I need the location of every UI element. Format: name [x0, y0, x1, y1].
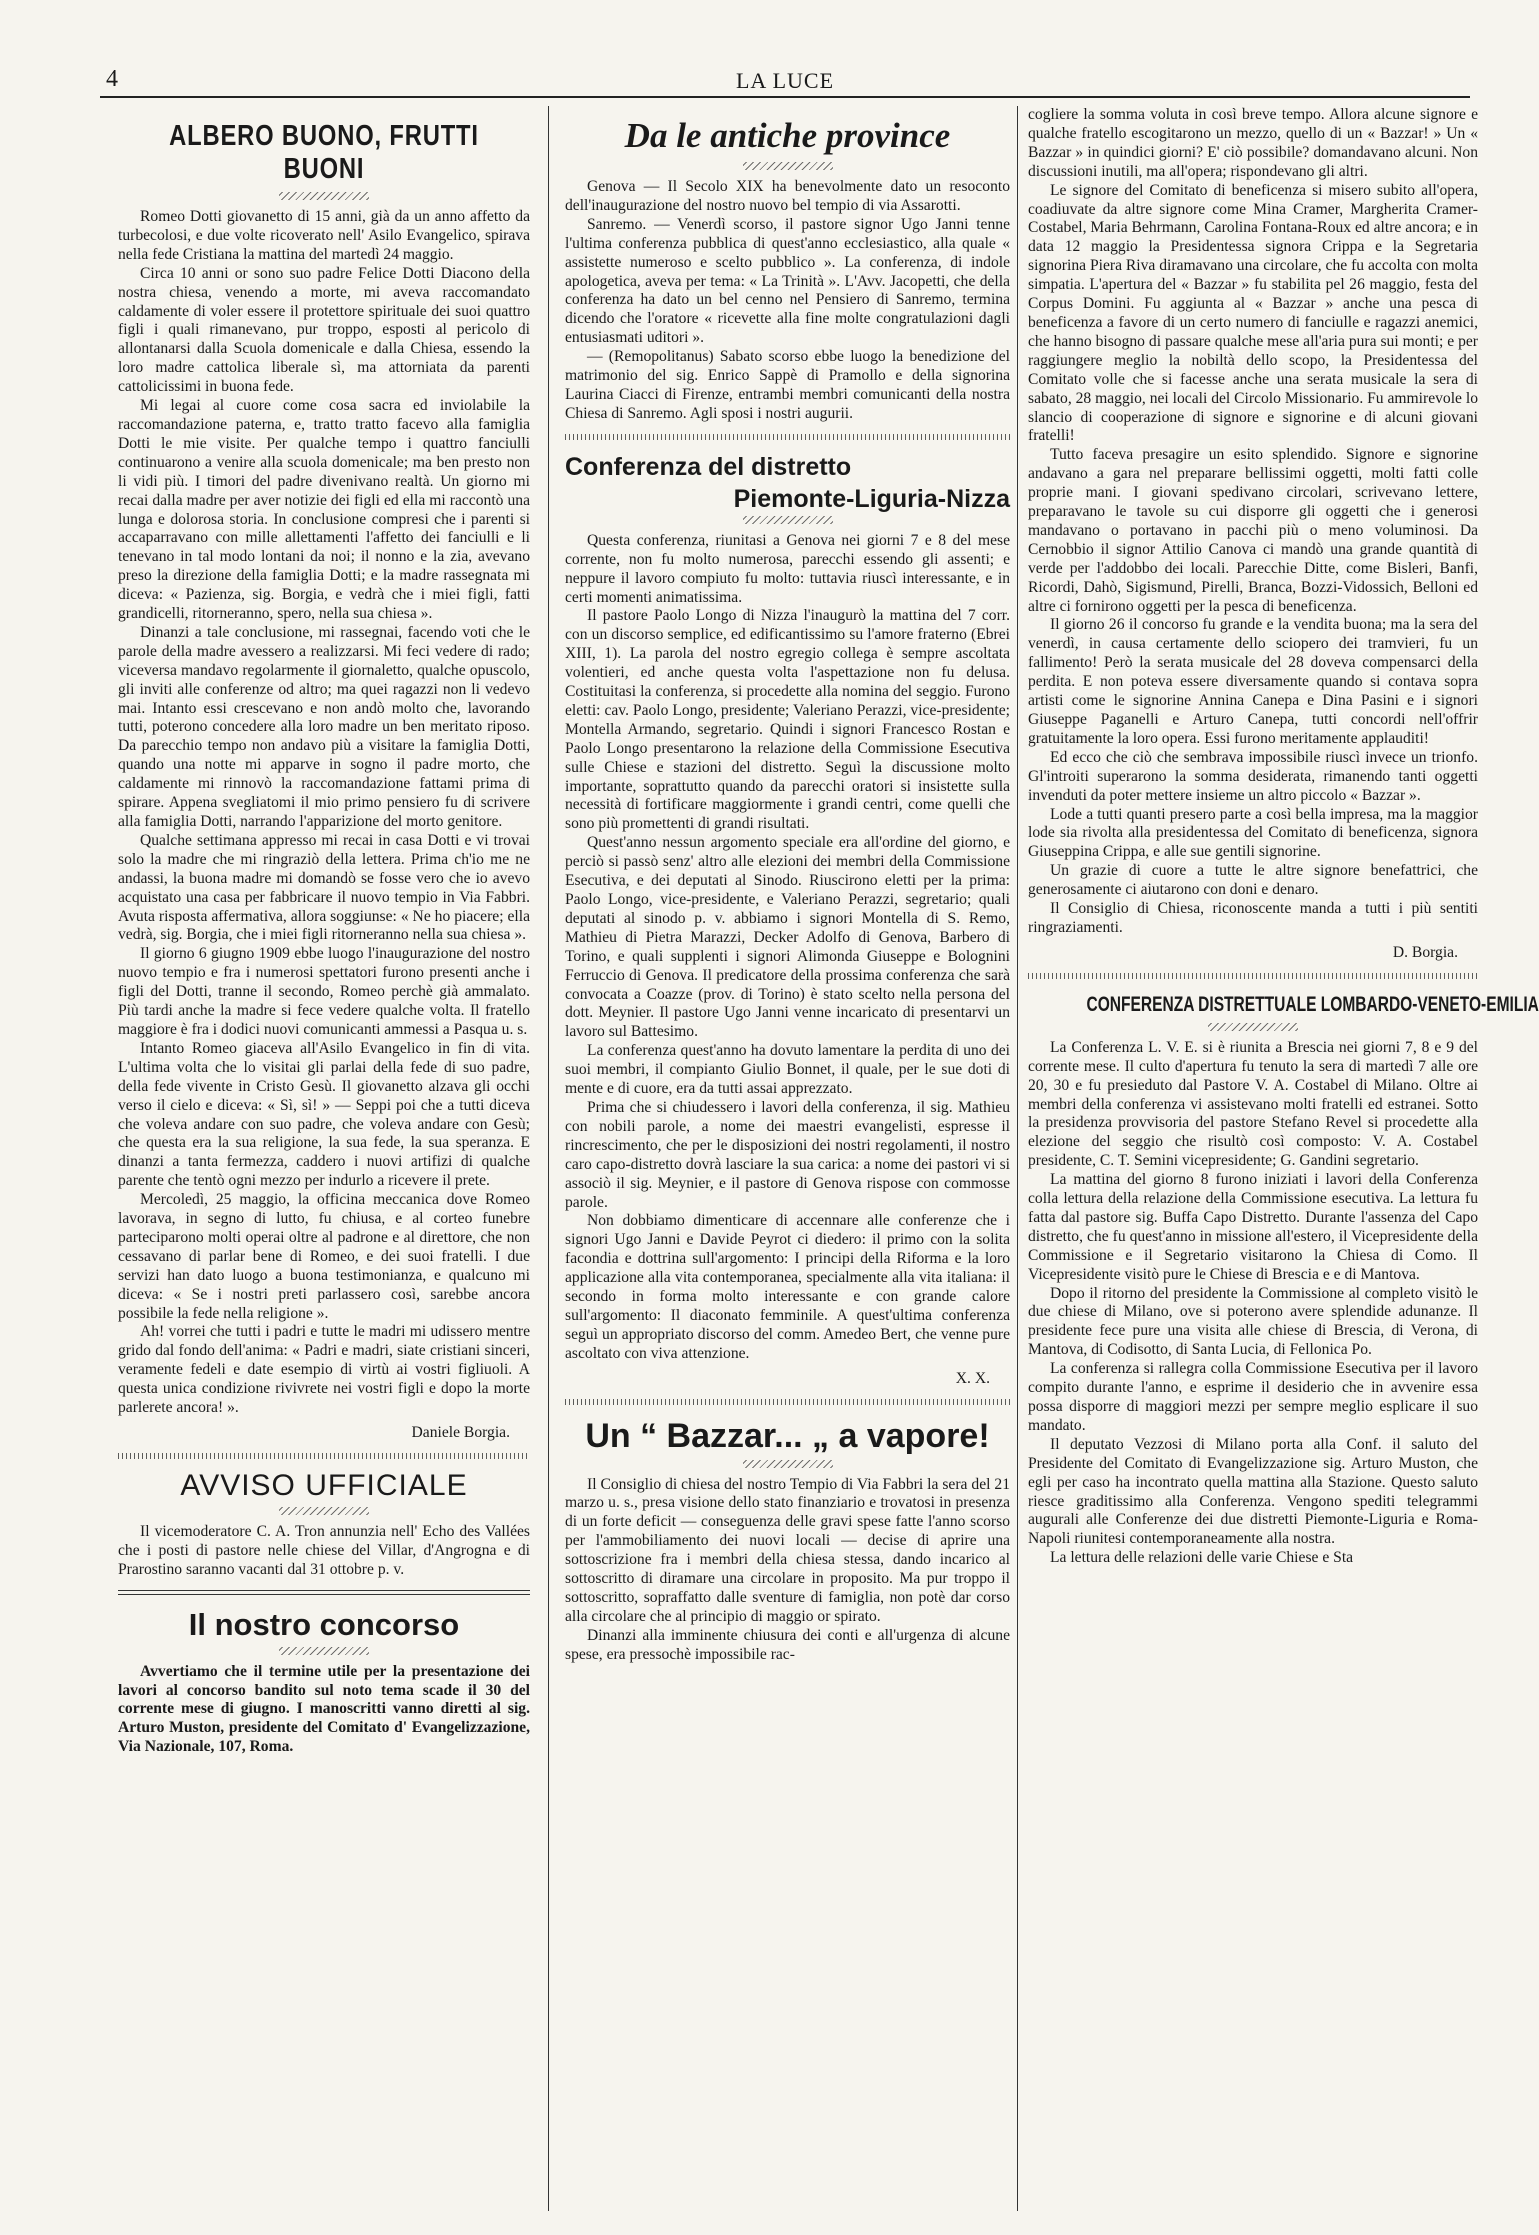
paragraph: Qualche settimana appresso mi recai in casa Dotti e vi trovai solo la madre che mi ringraziò della lettera. Prima ch'io me ne andassi, la buona madre mi domandò se fosse vero che io avevo acquistato una casa per fabbricare il nuovo tempio in Via Fabbri. Avuta risposta affermativa, allora soggiunse: « Ne ho piacere; ella vedrà, sig. Borgia, che i miei figli ritorneranno nella sua chiesa ».	[118, 831, 530, 944]
divider	[565, 1399, 1010, 1405]
signature: Daniele Borgia.	[411, 1424, 510, 1441]
paragraph: Il Consiglio di Chiesa, riconoscente manda a tutti i più sentiti ringraziamenti.	[1028, 900, 1478, 936]
article-title-concorso: Il nostro concorso	[188, 1606, 460, 1642]
paragraph: Sanremo. — Venerdì scorso, il pastore signor Ugo Janni tenne l'ultima conferenza pubblica di quest'anno ecclesiastico, alla quale « assistette numeroso e scelto pubblico ». La conferenza, di indole apologetica, aveva per tema: « La Trinità ». L'Avv. Jacopetti, che della conferenza ha dato un bel cenno nel Pensiero di Sanremo, termina dicendo che l'oratore « ricevette alla fine molte congratulazioni dagli entusiasmati uditori ».	[565, 215, 1010, 347]
paragraph: Il vicemoderatore C. A. Tron annunzia nell' Echo des Vallées che i posti di pastore nelle chiese del Villar, d'Angrogna e di Prarostino saranno vacanti dal 31 ottobre p. v.	[118, 1522, 530, 1578]
paragraph: Quest'anno nessun argomento speciale era all'ordine del giorno, e perciò si passò senz' altro alle elezioni dei membri della Commissione Esecutiva, e dei deputati al Sinodo. Riuscirono eletti per la prima: Paolo Longo, vice-presidente, e Valeriano Perazzi, segretario; quali deputati al sinodo p. v. abbiamo i signori Montella di S. Remo, Mathieu di Pietra Marazzi, Decker Adolfo di Genova, Barbero di Torino, e quali supplenti i signori Alimonda Giuseppe e Bolognini Ferruccio di Genova. Il predicatore della prossima conferenza che sarà convocata a Coazze (prov. di Torino) è stato scelto nella persona del dott. Meynier. Il pastore Ugo Janni venne incaricato di presentarvi un lavoro sul Battesimo.	[565, 834, 1010, 1041]
paragraph: La conferenza si rallegra colla Commissione Esecutiva per il lavoro compito durante l'anno, e esprime il desiderio che in avvenire essa possa disporre di maggiori mezzi per sempre meglio esplicare il suo mandato.	[1028, 1360, 1478, 1434]
paragraph: Non dobbiamo dimenticare di accennare alle conferenze che i signori Ugo Janni e Davide Peyrot ci diedero: il primo con la solita facondia e dottrina sull'argomento: I principi della Riforma e la loro applicazione alla vita contemporanea, specialmente alla vita italiana: il secondo in forma molto interessante e con grande calore sull'argomento: Il diaconato femminile. A quest'ultima conferenza seguì un appropriato discorso del comm. Amedeo Bert, che venne pure ascoltato con viva attenzione.	[565, 1212, 1010, 1362]
column-3	[1028, 106, 1539, 2216]
paragraph: Ed ecco che ciò che sembrava impossibile riuscì invece un trionfo. Gl'introiti superarono la somma desiderata, rimanendo tanti oggetti invenduti da poter mettere insieme un altro piccolo « Bazzar ».	[1028, 748, 1478, 804]
article-title-avviso: AVVISO UFFICIALE	[180, 1468, 468, 1502]
paragraph: Prima che si chiudessero i lavori della conferenza, il sig. Mathieu con nobili parole, a nome dei maestri evangelisti, espresse il rincrescimento, che per le disposizioni dei nostri regolamenti, il nostro caro capo-distretto dovrà lasciare la sua carica: a nome dei pastori vi si associò il sig. Meynier, e il pastore di Genova rispose con commosse parole.	[565, 1098, 1010, 1211]
article-title-province: Da le antiche province	[624, 116, 951, 155]
ornament	[279, 1507, 369, 1515]
article-title-albero: ALBERO BUONO, FRUTTI BUONI	[169, 120, 479, 185]
paragraph: Lode a tutti quanti presero parte a così bella impresa, ma la maggior lode sia rivolta alla presidentessa del Comitato di beneficenza, signora Giuseppina Crippa, e alle sue gentili signorine.	[1028, 805, 1478, 861]
paragraph: cogliere la somma voluta in così breve tempo. Allora alcune signore e qualche fratello escogitarono un mezzo, quello di un « Bazzar! » Un « Bazzar » in quindici giorni? E' ciò possibile? domandavano alcuni. Non discussioni inutili, ma all'opera; rispondevano gli altri.	[1028, 106, 1478, 180]
paragraph: Romeo Dotti giovanetto di 15 anni, già da un anno affetto da turbecolosi, e due volte ricoverato nell' Asilo Evangelico, spirava nella fede Cristiana la mattina del martedì 24 maggio.	[118, 208, 530, 263]
article-title-lombardo: CONFERENZA DISTRETTUALE LOMBARDO-VENETO-EMILIA	[1086, 992, 1539, 1016]
ornament	[279, 1647, 369, 1655]
paragraph: Dopo il ritorno del presidente la Commissione al completo visitò le due chiese di Milano, ove si poterono avere splendide adunanze. Il presidente fece pure una visita alle chiese di Brescia, di Verona, di Mantova, di Codisotto, di Santa Lucia, di Fellonica Po.	[1028, 1284, 1478, 1359]
paragraph: Tutto faceva presagire un esito splendido. Signore e signorine andavano a gara nel preparare bellissimi oggetti, molti fatti colle proprie mani. I giovani spedivano circolari, scrivevano lettere, preparavano le tavole su cui disporre gli oggetti che i generosi mandavano o portavano in pacchi più o meno voluminosi. Da Cernobbio il signor Attilio Canova ci mandò una grande quantità di verde per l'addobbo dei locali. Parecchie Ditte, come Bisleri, Banfi, Ricordi, Dahò, Sigismund, Pirelli, Branca, Bozzi-Vidossich, Belloni ed altre ci fornirono oggetti per la pesca di beneficenza.	[1028, 446, 1478, 615]
paragraph: Circa 10 anni or sono suo padre Felice Dotti Diacono della nostra chiesa, venendo a morte, mi aveva raccomandato caldamente di voler essere il protettore spirituale dei suoi quattro figli i quali rimanevano, pur troppo, esposti al pericolo di allontanarsi dalla Scuola domenicale e dalla Chiesa, essendo la loro madre cattolica liberale sì, ma attorniata da parenti cattolicissimi in buona fede.	[118, 264, 530, 396]
paragraph: Ah! vorrei che tutti i padri e tutte le madri mi udissero mentre grido dal fondo dell'anima: « Padri e madri, siate cristiani sinceri, veramente fedeli e date esempio di virtù ai vostri figliuoli. A questa unica condizione rivivrete nei vostri figli e dopo la morte parlerete ancora! ».	[118, 1323, 530, 1417]
paragraph: Un grazie di cuore a tutte le altre signore benefattrici, che generosamente ci aiutarono con doni e denaro.	[1028, 862, 1478, 899]
paragraph: Il deputato Vezzosi di Milano porta alla Conf. il saluto del Presidente del Comitato di Evangelizzazione sig. Arturo Muston, che egli per caso ha incontrato quella mattina alla Stazione. Questo saluto riesce graditissimo alla Conferenza. Vengono spediti telegrammi augurali alle Conferenze dei due distretti Piemonte-Liguria e Roma-Napoli riunitesi contemporaneamente alla nostra.	[1028, 1435, 1478, 1548]
paragraph: La lettura delle relazioni delle varie Chiese e Sta	[1050, 1549, 1354, 1567]
paragraph: La Conferenza L. V. E. si è riunita a Brescia nei giorni 7, 8 e 9 del corrente mese. Il culto d'apertura fu tenuto la sera di martedì 7 alle ore 20, 30 e fu presieduto dal Pastore V. A. Costabel di Milano. Oltre ai membri della conferenza vi assistevano molti fratelli ed estranei. Sotto la presidenza provvisoria del pastore Stefano Revel si procedette alla elezione del seggio che risultò così composto: V. A. Costabel presidente, C. T. Semini vicepresidente; G. Gandini segretario.	[1028, 1038, 1478, 1170]
paragraph: Genova — Il Secolo XIX ha benevolmente dato un resoconto dell'inaugurazione del nostro nuovo bel tempio di via Assarotti.	[565, 178, 1010, 214]
paragraph: Le signore del Comitato di beneficenza si misero subito all'opera, coadiuvate da altre signore come Mina Cramer, Margherita Cramer-Costabel, Maria Behrmann, Carolina Fontana-Roux ed altre ancora; e in data 12 maggio la Presidentessa signora Crippa e la Segretaria signorina Piera Riva diramavano una circolare, che fu accolta con molta simpatia. L'apertura del « Bazzar » fu stabilita pel 26 maggio, festa del Corpus Domini. Fu aggiunta al « Bazzar » anche una pesca di beneficenza a favore di un certo numero di fanciulle e ragazzi anemici, che hanno bisogno di passare qualche mese all'aria pura sui monti; e per raggiungere meglio la nobiltà dello scopo, la Presidentessa del Comitato volle che si facesse anche una serata musicale la sera di sabato, 28 maggio, nei locali del Circolo Missionario. Fu ammirevole lo slancio di cooperazione di signore e signorine e di alcuni giovani fratelli!	[1028, 181, 1478, 445]
page-header	[100, 66, 1470, 98]
ornament	[1208, 1023, 1298, 1031]
divider	[1028, 973, 1478, 979]
page-number: 4	[106, 66, 118, 92]
ornament	[279, 192, 369, 200]
article-body-albero	[118, 208, 530, 1418]
column-2	[565, 106, 1010, 2216]
article-title-conferenza-line2: Piemonte-Liguria-Nizza	[733, 484, 1010, 513]
divider	[565, 434, 1010, 440]
paragraph: La mattina del giorno 8 furono iniziati i lavori della Conferenza colla lettura della relazione della Commissione esecutiva. La lettura fu fatta dal pastore sig. Buffa Capo Distretto. Durante l'assenza del Capo distretto, che fu quest'anno in missione all'estero, il Vicepresidente della Commissione e il Segretario visitarono la Chiesa di Como. Il Vicepresidente visitò pure le Chiese di Brescia e e di Mantova.	[1028, 1171, 1478, 1283]
ornament	[743, 1460, 833, 1468]
ornament	[743, 162, 833, 170]
paragraph: Dinanzi a tale conclusione, mi rassegnai, facendo voti che le parole della madre avessero a realizzarsi. Mi feci vedere di rado; viceversa mandavo regolarmente il giornaletto, qualche opuscolo, gli inviti alle conferenze od altro; ma quei ragazzi non li vedevo mai. Intanto essi crescevano e non andò molto che, lavorando tutti, poterono concedere alla loro madre un ben meritato riposo. Da parecchio tempo non andavo più a visitare la famiglia Dotti, quando una notte mi apparve in sogno il padre morto, che caldamente mi rinnovò la raccomandazione fattami prima di spirare. Appena svegliatomi il mio primo pensiero fu di scrivere alla famiglia Dotti, narrando l'apparizione del morto genitore.	[118, 623, 530, 830]
paragraph: Il pastore Paolo Longo di Nizza l'inaugurò la mattina del 7 corr. con un discorso semplice, ed edificantissimo su l'amore fraterno (Ebrei XIII, 1). La parola del nostro egregio collega è sempre ascoltata volentieri, ed anche questa volta l'aspettazione non fu delusa. Costituitasi la conferenza, si procedette alla nomina del seggio. Furono eletti: cav. Paolo Longo, presidente; Valeriano Perazzi, vice-presidente; Montella Armando, segretario. Quindi i signori Francesco Rostan e Paolo Longo presentarono la relazione della Commissione Esecutiva sulle Chiese e stazioni del distretto. Seguì la discussione molto importante, soprattutto quando da parecchi oratori si insistette sulla necessità di fortificare maggiormente i grandi centri, come quelli che sono più promettenti di grandi risultati.	[565, 607, 1010, 833]
paragraph: Il giorno 6 giugno 1909 ebbe luogo l'inaugurazione del nostro nuovo tempio e fra i numerosi spettatori furono presenti anche i figli del Dotti, tranne il secondo, Romeo perchè già ammalato. Più tardi anche la madre si fece vedere qualche volta. Il fratello maggiore è fra i dodici nuovi comunicanti ammessi a Pasqua u. s.	[118, 945, 530, 1038]
masthead: LA LUCE	[735, 68, 835, 93]
paragraph: La conferenza quest'anno ha dovuto lamentare la perdita di uno dei suoi membri, il compianto Giulio Bonnet, il quale, per le sue doti di mente e di cuore, era da tutti assai apprezzato.	[565, 1042, 1010, 1098]
paragraph: Il Consiglio di chiesa del nostro Tempio di Via Fabbri la sera del 21 marzo u. s., presa visione dello stato finanziario e trovatosi in presenza di un forte deficit — conseguenza delle gravi spese fatte l'anno scorso per l'ammobiliamento dei nuovi locali — decise di aprire una sottoscrizione fra i membri della chiesa stessa, dando incarico al sottoscritto di diramare una circolare in proposito. Ma pur troppo il sottoscritto, sopraffatto dalle sventure di famiglia, non potè dar corso alla circolare che al principio di maggio or spirato.	[565, 1475, 1010, 1625]
column-rule	[548, 106, 549, 2211]
column-1	[118, 106, 530, 2216]
paragraph: Mi legai al cuore come cosa sacra ed inviolabile la raccomandazione paterna, e, tratto tratto facevo alla famiglia Dotti le mie visite. Per qualche tempo i quattro fanciulli continuarono a venire alla scuola domenicale; ma ben presto non li vidi più. I timori del padre divenivano realtà. Un giorno mi recai dalla madre per aver notizie dei figli ed ella mi raccontò una lunga e dolorosa storia. In conclusione compresi che i parenti si accaparravano con mille allettamenti l'affetto dei fanciulli e li tenevano in tal modo lontani da noi; il nonno e la zia, avevano preso la direzione della famiglia Dotti; e la madre rassegnata mi diceva: « Pazienza, sig. Borgia, e vedrà che i miei figli, fatti grandicelli, ritorneranno, spero, nella sua chiesa ».	[118, 397, 530, 623]
paragraph: — (Remopolitanus) Sabato scorso ebbe luogo la benedizione del matrimonio del sig. Enrico Sappè di Pramollo e della signorina Laurina Ciacci di Firenze, entrambi membri comunicanti della nostra Chiesa di Sanremo. Agli sposi i nostri augurii.	[565, 348, 1010, 422]
paragraph: Intanto Romeo giaceva all'Asilo Evangelico in fin di vita. L'ultima volta che lo visitai gli parlai della fede di suo padre, della fede vivente in Cristo Gesù. Il giovanetto alzava gli occhi verso il cielo e diceva: « Sì, sì! » — Seppi poi che a tutti diceva che voleva andare con suo padre, che voleva andare con Gesù; che questa era la sua religione, la sua fede, la sua speranza. E dinanzi a tanta fermezza, caddero i nuovi artifizi di qualche parente che tentò ogni mezzo per indurlo a ricevere il prete.	[118, 1039, 530, 1190]
signature: X. X.	[955, 1369, 990, 1387]
column-rule	[1017, 106, 1018, 2211]
signature: D. Borgia.	[1392, 943, 1458, 961]
divider	[118, 1453, 530, 1459]
paragraph: Il giorno 26 il concorso fu grande e la vendita buona; ma la sera del venerdì, in causa certamente dello sciopero dei tramvieri, fu un fallimento! Però la serata musicale del 28 doveva compensarci della perdita. E non poteva essere diversamente quando si contava sopra artisti come le signorine Annina Canepa e Dina Pasini e i signori Giuseppe Paganelli e Arturo Canepa, tutti concordi nell'offrir gratuitamente la loro opera. Essi furono meritamente applauditi!	[1028, 616, 1478, 747]
divider	[118, 1590, 530, 1595]
paragraph: Avvertiamo che il termine utile per la presentazione dei lavori al concorso bandito sul noto tema scade il 30 del corrente mese di giugno. I manoscritti vanno diretti al sig. Arturo Muston, presidente del Comitato d' Evangelizzazione, Via Nazionale, 107, Roma.	[118, 1662, 530, 1756]
ornament	[743, 516, 833, 524]
article-title-conferenza-line1: Conferenza del distretto	[565, 452, 852, 481]
paragraph: Mercoledì, 25 maggio, la officina meccanica dove Romeo lavorava, in segno di lutto, fu chiusa, e al corteo funebre parteciparono molti operai oltre al padrone e al direttore, che non cessavano di parlar bene di Romeo, e dei suoi fratelli. I due servizi han dato luogo a buona testimonianza, e qualcuno mi diceva: « Se i nostri preti parlassero così, sarebbe ancora possibile la fede nella religione ».	[118, 1191, 530, 1322]
paragraph: Dinanzi alla imminente chiusura dei conti e all'urgenza di alcune spese, era pressochè impossibile rac-	[565, 1626, 1010, 1663]
paragraph: Questa conferenza, riunitasi a Genova nei giorni 7 e 8 del mese corrente, non fu molto numerosa, parecchi essendo gli assenti; e neppure il lavoro compiuto fu molto: tuttavia riuscì interessante, e in certi momenti animatissima.	[565, 531, 1010, 606]
article-title-bazzar: Un “ Bazzar... „ a vapore!	[585, 1416, 990, 1455]
